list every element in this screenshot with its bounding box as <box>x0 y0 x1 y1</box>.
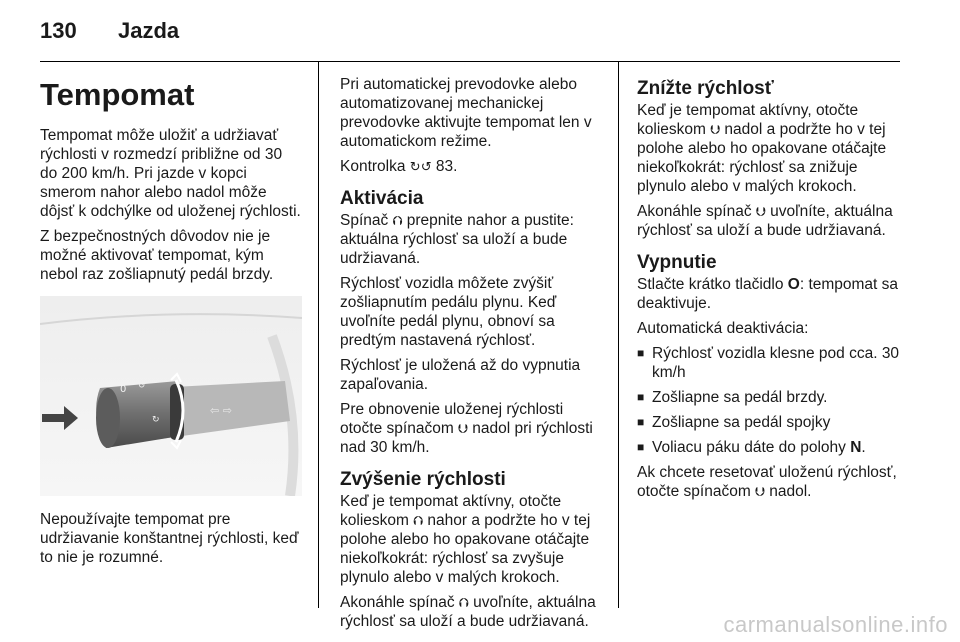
increase-paragraph-1: Keď je tempomat aktívny, otočte kolieskom ⮉ nahor a podržte ho v tej polohe alebo ho opakovane otáčajte niekoľkokrát: rýchlosť sa zvyšuje plynulo alebo v malých krokoch. <box>340 493 591 586</box>
column-left <box>40 75 302 573</box>
column-middle <box>340 75 606 637</box>
svg-text:↺: ↺ <box>138 381 146 391</box>
column-divider-2 <box>618 62 619 608</box>
decrease-paragraph-2: Akonáhle spínač ⮋ uvoľníte, aktuálna rýchlosť sa uloží a bude udržiavaná. <box>637 203 893 239</box>
list-item: ■ Zošliapne sa pedál brzdy. <box>637 389 828 406</box>
heading-deactivation: Vypnutie <box>637 252 717 273</box>
set-minus-icon: ⮋ <box>755 204 766 219</box>
cruise-control-lamp-icon: ↻↺ <box>409 159 432 174</box>
res-plus-icon: ⮉ <box>413 513 424 528</box>
set-minus-icon: ⮋ <box>458 421 468 436</box>
set-minus-icon: ⮋ <box>710 122 721 137</box>
res-plus-icon: ⮉ <box>458 595 469 610</box>
svg-text:⇦ ⇨: ⇦ ⇨ <box>210 404 232 417</box>
activation-paragraph-2: Rýchlosť vozidla môžete zvýšiť zošliapnutím pedálu plynu. Keď uvoľníte pedál plynu, obnoví sa predtým nastavená rýchlosť. <box>340 275 557 349</box>
bullet-icon: ■ <box>637 440 645 454</box>
steering-stalk-illustration <box>40 296 302 496</box>
page-title: Tempomat <box>40 77 195 112</box>
heading-increase-speed: Zvýšenie rýchlosti <box>340 469 506 490</box>
res-plus-icon: ⮉ <box>392 213 403 228</box>
bullet-icon: ■ <box>637 415 645 429</box>
svg-text:↻: ↻ <box>152 415 160 425</box>
bullet-icon: ■ <box>637 390 645 404</box>
deactivation-paragraph-1: Stlačte krátko tlačidlo O: tempomat sa deaktivuje. <box>637 276 899 312</box>
section-title: Jazda <box>118 18 180 43</box>
activation-paragraph-4: Pre obnovenie uloženej rýchlosti otočte spínačom ⮋ nadol pri rýchlosti nad 30 km/h. <box>340 401 593 456</box>
safety-paragraph: Z bezpečnostných dôvodov nie je možné aktivovať tempomat, kým nebol raz zošliapnutý pedál brzdy. <box>40 228 274 283</box>
indicator-paragraph: Kontrolka ↻↺ 83. <box>340 158 458 175</box>
list-item: ■ Zošliapne sa pedál spojky <box>637 414 831 431</box>
deactivation-paragraph-2: Automatická deaktivácia: <box>637 320 809 337</box>
column-right <box>637 75 905 507</box>
activation-paragraph-1: Spínač ⮉ prepnite nahor a pustite: aktuálna rýchlosť sa uloží a bude udržiavaná. <box>340 212 574 267</box>
bullet-icon: ■ <box>637 346 645 360</box>
heading-activation: Aktivácia <box>340 188 424 209</box>
deactivation-list <box>637 344 905 457</box>
header-rule <box>40 61 900 62</box>
list-item: ■ Rýchlosť vozidla klesne pod cca. 30 km/h <box>637 345 900 381</box>
off-button-icon: O <box>787 276 800 293</box>
svg-text:0: 0 <box>120 384 127 395</box>
decrease-paragraph-1: Keď je tempomat aktívny, otočte kolieskom ⮋ nadol a podržte ho v tej polohe alebo ho opakovane otáčajte niekoľkokrát: rýchlosť sa znižuje plynulo alebo v malých krokoch. <box>637 102 887 195</box>
transmission-paragraph: Pri automatickej prevodovke alebo automatizovanej mechanickej prevodovke aktivujte tempomat len v automatickom režime. <box>340 76 592 150</box>
increase-paragraph-2: Akonáhle spínač ⮉ uvoľníte, aktuálna rýchlosť sa uloží a bude udržiavaná. <box>340 594 596 630</box>
column-divider-1 <box>318 62 319 608</box>
set-minus-icon: ⮋ <box>755 484 765 499</box>
heading-decrease-speed: Znížte rýchlosť <box>637 78 774 99</box>
list-item: ■ Voliacu páku dáte do polohy N. <box>637 439 866 456</box>
reset-paragraph: Ak chcete resetovať uloženú rýchlosť, otočte spínačom ⮋ nadol. <box>637 464 897 500</box>
activation-paragraph-3: Rýchlosť je uložená až do vypnutia zapaľovania. <box>340 357 581 393</box>
warning-paragraph: Nepoužívajte tempomat pre udržiavanie konštantnej rýchlosti, keď to nie je rozumné. <box>40 511 299 566</box>
intro-paragraph: Tempomat môže uložiť a udržiavať rýchlosti v rozmedzí približne od 30 do 200 km/h. Pri jazde v kopci smerom nahor alebo nadol môže dôjsť k odchýlke od uloženej rýchlosti. <box>40 127 301 220</box>
page-number: 130 <box>40 18 77 43</box>
watermark: carmanualsonline.info <box>723 612 948 637</box>
